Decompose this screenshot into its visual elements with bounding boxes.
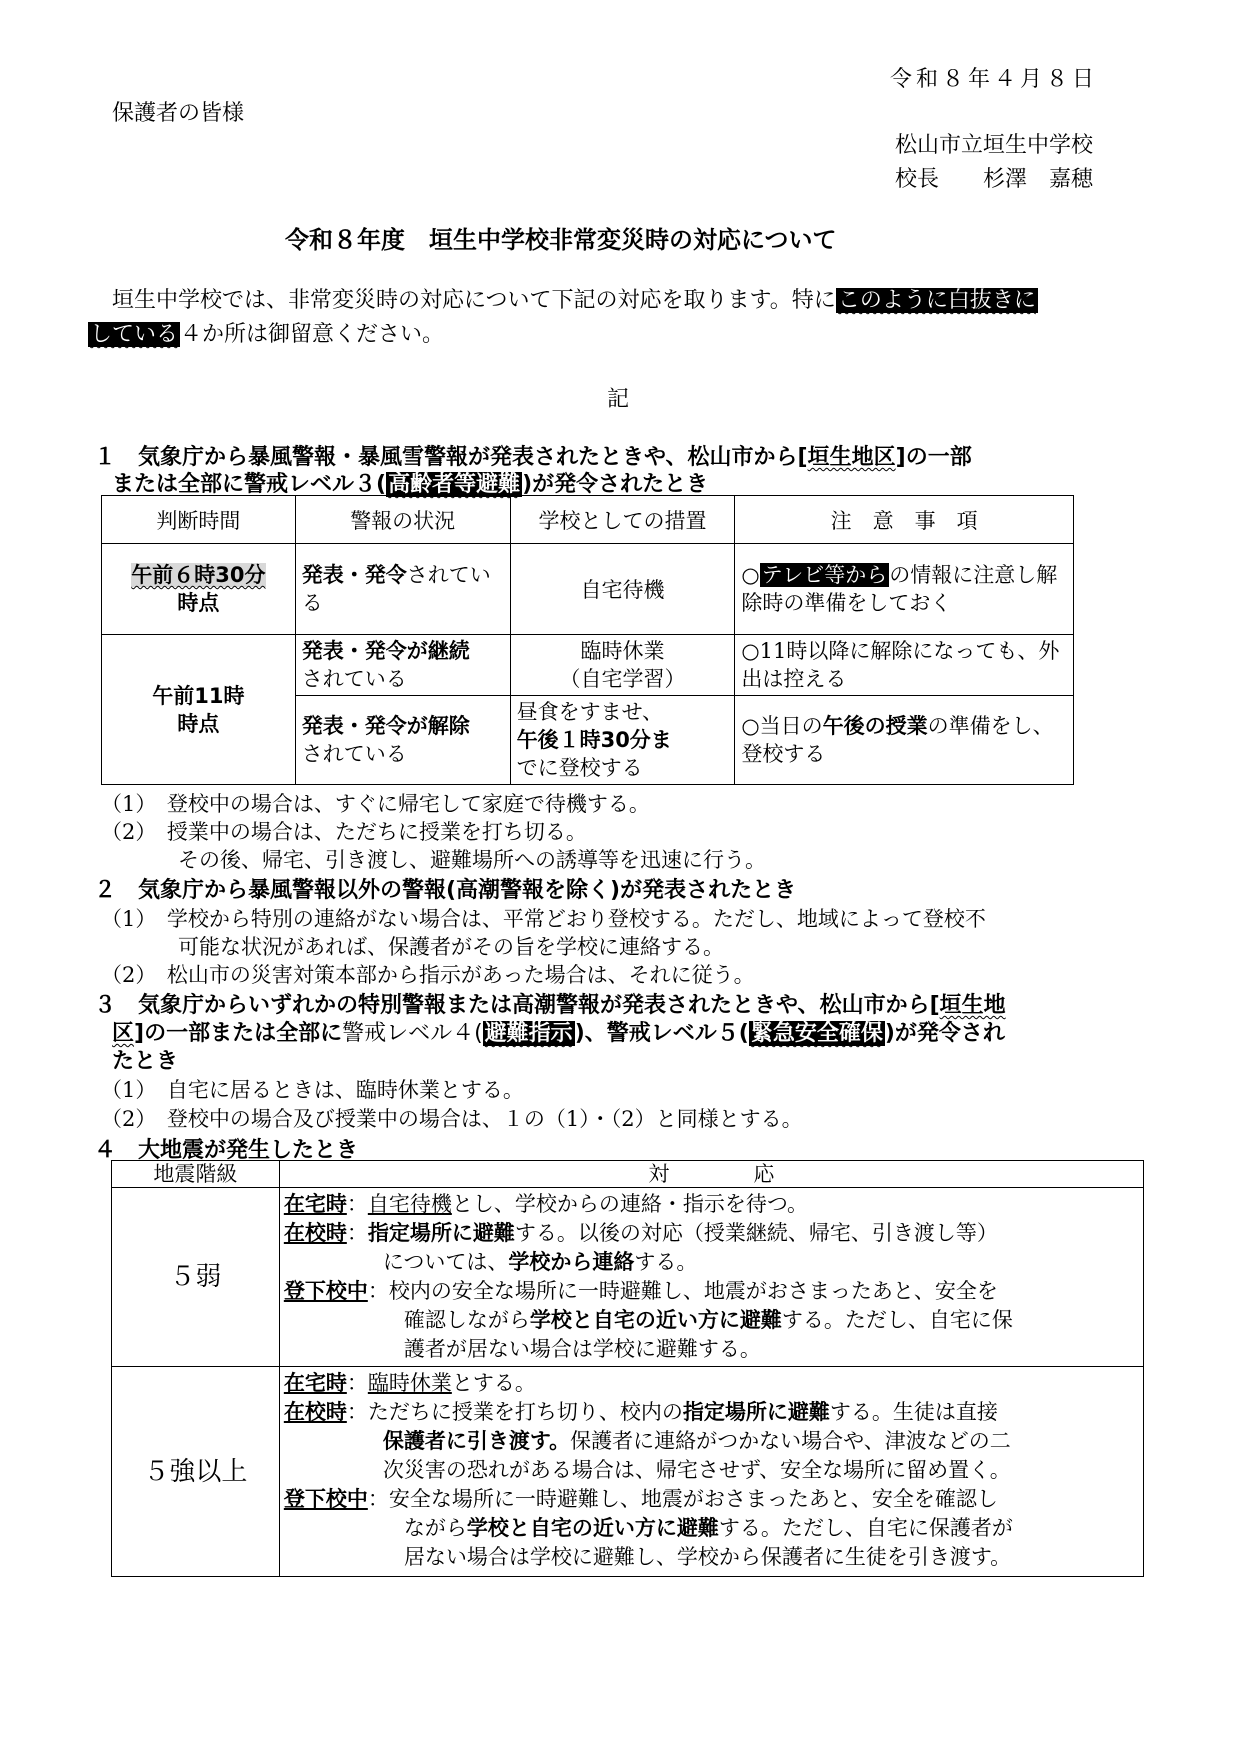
situation-label: 登下校中 [283, 1279, 368, 1303]
table-header-row [112, 1161, 1144, 1188]
situation-label: 在校時 [283, 1400, 347, 1424]
col-header: 注 意 事 項 [735, 496, 1074, 544]
col-header: 判断時間 [102, 496, 296, 544]
response-text: ただちに授業を打ち切り、校内の [367, 1400, 683, 1424]
table-row [112, 1367, 1144, 1577]
area-name: 垣生地 [939, 993, 1006, 1018]
response-text: 安全な場所に一時避難し、地震がおさまったあと、安全を確認し [388, 1487, 998, 1511]
col-header: 学校としての措置 [510, 496, 735, 544]
intro-line-2 [88, 317, 444, 348]
section-2-note-2: （2） 松山市の災害対策本部から指示があった場合は、それに従う。 [101, 963, 755, 987]
response-text: 保護者に連絡がつかない場合や、津波などの二 [570, 1429, 1011, 1453]
principal-name: 校長 杉澤 嘉穂 [895, 167, 1094, 192]
highlight-text: 避難指示 [484, 1021, 573, 1046]
section-3-note-2: （2） 登校中の場合及び授業中の場合は、１の（1）・（2）と同様とする。 [101, 1107, 803, 1131]
section-2-note-1-cont: 可能な状況があれば、保護者がその旨を学校に連絡する。 [178, 935, 724, 959]
response-text: については、 [382, 1250, 509, 1274]
time-label: 時点 [177, 591, 220, 615]
status-text: されている [301, 563, 491, 615]
response-text: 確認しながら [403, 1308, 530, 1332]
response-line [284, 1427, 1137, 1456]
section-2-note-1: （1） 学校から特別の連絡がない場合は、平常どおり登校する。ただし、地域によって登校不 [101, 907, 986, 931]
response-text: する。生徒は直接 [829, 1400, 998, 1424]
action-text: 昼食をすませ、 [516, 700, 663, 724]
seismic-level-cell: ５弱 [112, 1188, 280, 1367]
response-text: とする。 [451, 1371, 536, 1395]
note-cell [735, 544, 1074, 635]
situation-label: 登下校中 [283, 1487, 368, 1511]
time-label: 時点 [177, 711, 220, 736]
heading-text: ]の一部または全部に [134, 1021, 343, 1046]
action-text: （自宅学習） [559, 667, 686, 691]
status-text: 発表・発令が継続 [301, 639, 470, 663]
response-text: 保護者に引き渡す。 [382, 1429, 571, 1453]
heading-text: １ 気象庁から暴風警報・暴風雪警報が発表されたときや、松山市から[ [94, 445, 808, 470]
status-text: されている [301, 667, 407, 691]
highlight-text: 緊急安全確保 [750, 1021, 883, 1046]
warning-status-cell [295, 544, 510, 635]
time-label: 午前６時30分 [131, 563, 266, 587]
response-line: 登下校中：安全な場所に一時避難し、地震がおさまったあと、安全を確認し [283, 1487, 998, 1511]
response-text: する。ただし、自宅に保護者が [718, 1516, 1013, 1540]
highlight-text: 高齢者等避難 [388, 472, 521, 497]
school-name: 松山市立垣生中学校 [895, 133, 1094, 158]
note-text: の情報に注意し解除時の準備をしておく [741, 563, 1058, 615]
warning-response-table [101, 495, 1074, 785]
response-text: 次災害の恐れがある場合は、帰宅させず、安全な場所に留め置く。 [382, 1458, 1011, 1482]
school-action-cell [510, 696, 735, 785]
response-cell [279, 1188, 1143, 1367]
col-header: 地震階級 [112, 1161, 280, 1188]
circle-mark: ○ [741, 563, 760, 587]
col-header: 対 応 [279, 1161, 1143, 1188]
school-action-cell: 自宅待機 [510, 544, 735, 635]
situation-label: 在宅時 [283, 1371, 347, 1395]
ki-mark: 記 [607, 387, 630, 412]
response-text: 居ない場合は学校に避難し、学校から保護者に生徒を引き渡す。 [403, 1545, 1012, 1569]
response-line [284, 1514, 1137, 1543]
earthquake-response-table [111, 1160, 1144, 1577]
warning-status-cell [295, 635, 510, 696]
table-header-row [102, 496, 1074, 544]
section-1-note-2-cont: その後、帰宅、引き渡し、避難場所への誘導等を迅速に行う。 [178, 848, 766, 872]
heading-text: ]の一部 [895, 445, 972, 470]
time-label: 午前11時 [152, 683, 245, 708]
col-header: 警報の状況 [295, 496, 510, 544]
note-cell: ○11時以降に解除になっても、外出は控える [735, 635, 1074, 696]
status-text: されている [301, 742, 407, 766]
response-text: とし、学校からの連絡・指示を待つ。 [451, 1192, 808, 1216]
table-row [112, 1188, 1144, 1367]
response-line: 登下校中：校内の安全な場所に一時避難し、地震がおさまったあと、安全を [283, 1279, 998, 1303]
response-line [284, 1248, 1137, 1277]
note-cell [735, 696, 1074, 785]
action-text: でに登校する [516, 756, 643, 780]
status-text: 発表・発令が解除 [301, 714, 470, 738]
response-text: 学校と自宅の近い方に避難 [529, 1308, 782, 1332]
response-text: 護者が居ない場合は学校に避難する。 [403, 1337, 761, 1361]
heading-text: または全部に警戒レベル３( [112, 472, 387, 497]
status-text: 発表・発令 [301, 563, 407, 587]
school-action-cell [510, 635, 735, 696]
response-text: 自宅待機 [367, 1192, 452, 1216]
heading-text: )、警戒レベル５( [574, 1021, 749, 1046]
response-line: 在宅時：自宅待機とし、学校からの連絡・指示を待つ。 [283, 1192, 808, 1216]
warning-status-cell [295, 696, 510, 785]
highlight-text: テレビ等から [761, 563, 888, 587]
response-text: ながら [403, 1516, 467, 1540]
response-line [284, 1306, 1137, 1335]
situation-label: 在校時 [283, 1221, 347, 1245]
response-line [284, 1335, 1137, 1364]
section-1-heading-line-2 [112, 467, 708, 498]
response-text: 学校から連絡 [508, 1250, 635, 1274]
section-3-note-1: （1） 自宅に居るときは、臨時休業とする。 [101, 1078, 524, 1102]
note-text: の準備をし、登校する [741, 714, 1054, 766]
area-name: 区 [112, 1021, 135, 1046]
response-text: する。以後の対応（授業継続、帰宅、引き渡し等） [514, 1221, 998, 1245]
section-3-heading-line-3: たとき [112, 1049, 179, 1074]
section-4-heading: ４ 大地震が発生したとき [94, 1138, 359, 1163]
response-text: 校内の安全な場所に一時避難し、地震がおさまったあと、安全を [388, 1279, 998, 1303]
area-name: 垣生地区 [807, 445, 896, 470]
table-row [102, 635, 1074, 696]
response-text: 学校と自宅の近い方に避難 [466, 1516, 719, 1540]
addressee: 保護者の皆様 [112, 101, 245, 126]
response-line: 在校時：指定場所に避難する。以後の対応（授業継続、帰宅、引き渡し等） [283, 1221, 998, 1245]
response-text: 指定場所に避難 [367, 1221, 515, 1245]
response-text: する。ただし、自宅に保 [781, 1308, 1013, 1332]
response-cell [279, 1367, 1143, 1577]
highlight-text: している [90, 322, 179, 347]
section-2-heading: ２ 気象庁から暴風警報以外の警報(高潮警報を除く)が発表されたとき [94, 878, 797, 903]
intro-text: ４か所は御留意ください。 [180, 322, 445, 347]
section-3-heading-line-1 [94, 988, 1006, 1019]
intro-line-1 [112, 283, 1038, 314]
section-3-heading-line-2 [112, 1016, 1005, 1047]
page-title: 令和８年度 垣生中学校非常変災時の対応について [285, 226, 837, 254]
heading-text: 警戒レベル４( [342, 1021, 483, 1046]
intro-text: 垣生中学校では、非常変災時の対応について下記の対応を取ります。特に [112, 288, 836, 313]
heading-text: ３ 気象庁からいずれかの特別警報または高潮警報が発表されたときや、松山市から[ [94, 993, 940, 1018]
note-text: ○当日の [741, 714, 823, 738]
heading-text: )が発令され [884, 1021, 1005, 1046]
situation-label: 在宅時 [283, 1192, 347, 1216]
response-line: 在校時：ただちに授業を打ち切り、校内の指定場所に避難する。生徒は直接 [283, 1400, 998, 1424]
response-line: 在宅時：臨時休業とする。 [283, 1371, 536, 1395]
response-text: する。 [634, 1250, 698, 1274]
seismic-level-cell: ５強以上 [112, 1367, 280, 1577]
response-text: 臨時休業 [367, 1371, 452, 1395]
section-1-note-1: （1） 登校中の場合は、すぐに帰宅して家庭で待機する。 [101, 792, 650, 816]
action-text: 午後１時30分ま [516, 728, 672, 752]
response-line [284, 1456, 1137, 1485]
table-row [102, 544, 1074, 635]
document-date: 令和８年４月８日 [890, 67, 1099, 92]
judgment-time-cell [102, 635, 296, 785]
judgment-time-cell [102, 544, 296, 635]
note-text: 午後の授業 [822, 714, 928, 738]
heading-text: )が発令されたとき [522, 472, 709, 497]
section-1-note-2: （2） 授業中の場合は、ただちに授業を打ち切る。 [101, 820, 587, 844]
response-line [284, 1543, 1137, 1572]
action-text: 臨時休業 [580, 639, 665, 663]
response-text: 指定場所に避難 [682, 1400, 830, 1424]
highlight-text: このように白抜きに [837, 288, 1036, 313]
